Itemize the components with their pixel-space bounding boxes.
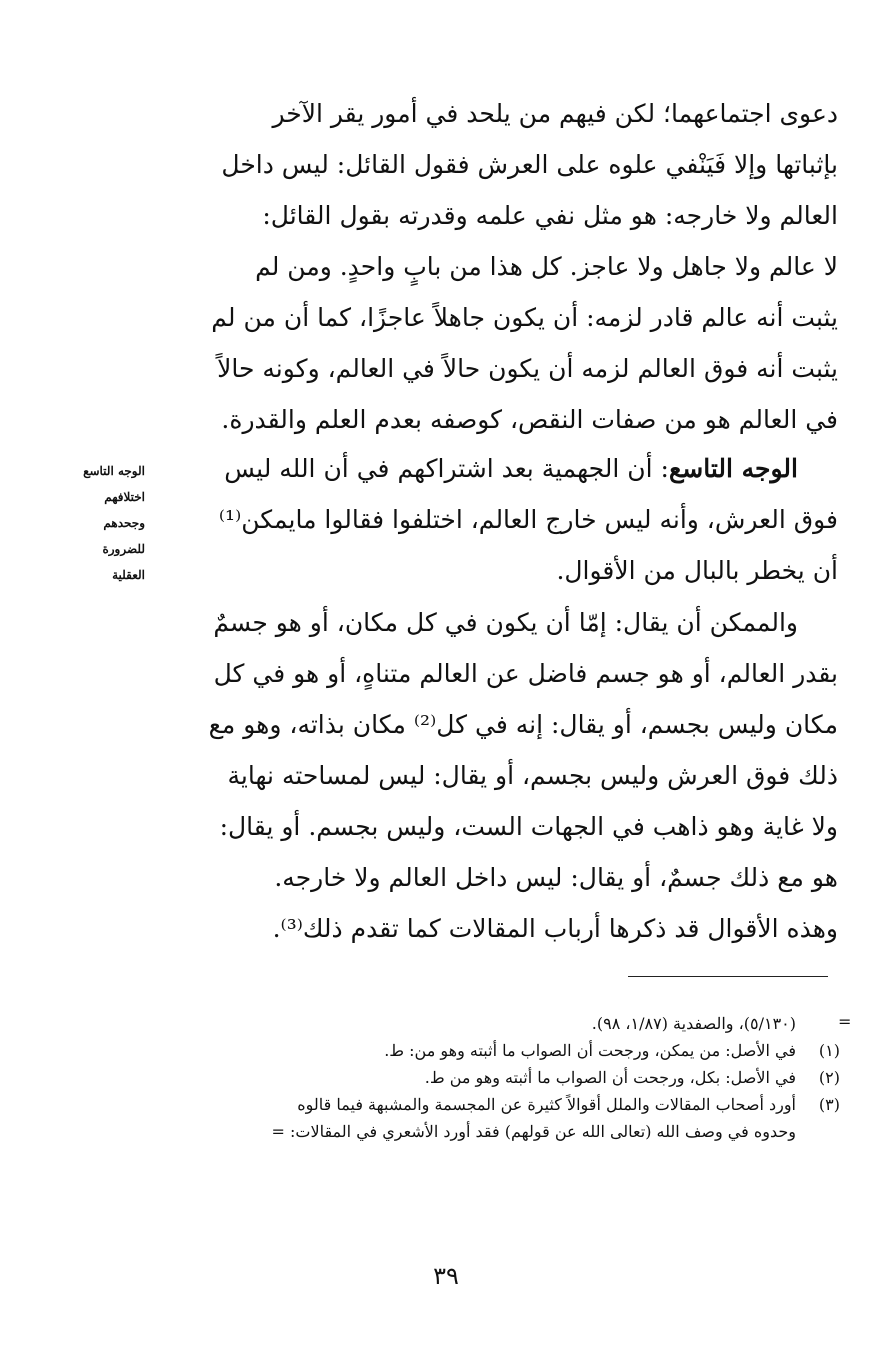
- footnote-number: (١): [818, 1041, 840, 1060]
- section-heading: الوجه التاسع: [668, 454, 798, 483]
- text-line: لا عالم ولا جاهل ولا عاجز. كل هذا من بابٍ واحدٍ. ومن لم: [255, 252, 838, 281]
- text-line: بقدر العالم، أو هو جسم فاضل عن العالم متناهٍ، أو هو في كل: [213, 659, 838, 688]
- text-line: العالم ولا خارجه: هو مثل نفي علمه وقدرته بقول القائل:: [262, 201, 838, 230]
- text-line: في العالم هو من صفات النقص، كوصفه بعدم العلم والقدرة.: [221, 405, 838, 434]
- footnote-text: في الأصل: بكل، ورجحت أن الصواب ما أثبته وهو من ط.: [424, 1068, 796, 1087]
- text-line: وهذه الأقوال قد ذكرها أرباب المقالات كما تقدم ذلك⁽³⁾.: [272, 914, 838, 943]
- footnote-continuation: (٥/١٣٠)، والصفدية (١/٨٧، ٩٨).: [591, 1014, 796, 1033]
- margin-note-line: وجحدهم: [103, 516, 145, 530]
- text-line: ذلك فوق العرش وليس بجسم، أو يقال: ليس لمساحته نهاية: [227, 761, 838, 790]
- footnote-continuation: وحدوه في وصف الله (تعالى الله عن قولهم) فقد أورد الأشعري في المقالات: =: [271, 1122, 796, 1141]
- text-line: يثبت أنه عالم قادر لزمه: أن يكون جاهلاً عاجزًا، كما أن من لم: [211, 303, 838, 332]
- continuation-marker: =: [838, 1012, 852, 1031]
- text-line: دعوى اجتماعهما؛ لكن فيهم من يلحد في أمور يقر الآخر: [272, 99, 838, 128]
- footnote-item: [150, 1064, 840, 1091]
- text-line: ولا غاية وهو ذاهب في الجهات الست، وليس بجسم. أو يقال:: [219, 812, 838, 841]
- text-line: والممكن أن يقال: إمّا أن يكون في كل مكان، أو هو جسمٌ: [213, 608, 798, 637]
- text-line: يثبت أنه فوق العالم لزمه أن يكون حالاً في العالم، وكونه حالاً: [217, 354, 838, 383]
- margin-note-line: الوجه التاسع: [83, 464, 145, 478]
- text-line: أن يخطر بالبال من الأقوال.: [556, 556, 838, 585]
- margin-note-line: اختلافهم: [104, 490, 145, 504]
- text-line: بإثباتها وإلا فَيَنْفي علوه على العرش فقول القائل: ليس داخل: [221, 150, 838, 179]
- text-fragment: : أن الجهمية بعد اشتراكهم في أن الله ليس: [224, 454, 669, 483]
- footnote-number: (٢): [818, 1068, 840, 1087]
- footnote-separator: [628, 976, 828, 977]
- footnote-text: في الأصل: من يمكن، ورجحت أن الصواب ما أثبته وهو من: ط.: [384, 1041, 796, 1060]
- paragraph-3: [158, 597, 838, 954]
- footnote-number: (٣): [818, 1095, 840, 1114]
- margin-note-line: العقلية: [112, 568, 145, 582]
- text-line: فوق العرش، وأنه ليس خارج العالم، اختلفوا فقالوا مايمكن⁽¹⁾: [218, 505, 838, 534]
- paragraph-1: [158, 88, 838, 445]
- footnote-item: [150, 1037, 840, 1064]
- paragraph-2: [158, 443, 838, 596]
- text-line: مكان وليس بجسم، أو يقال: إنه في كل⁽²⁾ مكان بذاته، وهو مع: [208, 710, 838, 739]
- footnotes: [150, 1010, 840, 1145]
- text-line: [158, 443, 838, 494]
- page-number: ٣٩: [433, 1262, 459, 1290]
- footnote-item: [150, 1091, 840, 1118]
- text-line: هو مع ذلك جسمٌ، أو يقال: ليس داخل العالم ولا خارجه.: [274, 863, 838, 892]
- margin-note: [55, 458, 145, 588]
- footnote-text: أورد أصحاب المقالات والملل أقوالاً كثيرة عن المجسمة والمشبهة فيما قالوه: [297, 1095, 796, 1114]
- margin-note-line: للضرورة: [102, 542, 145, 556]
